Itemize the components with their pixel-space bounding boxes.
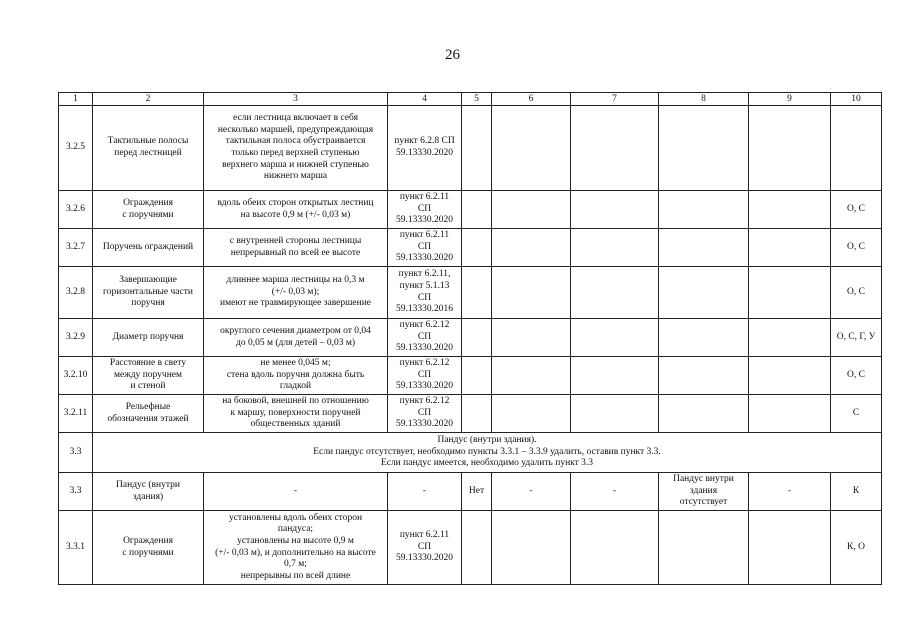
header-cell: 1 bbox=[59, 93, 93, 106]
header-cell: 5 bbox=[462, 93, 492, 106]
row-id: 3.2.9 bbox=[59, 319, 93, 357]
row-name: Поручень ограждений bbox=[93, 229, 204, 267]
row-cell-8 bbox=[659, 229, 749, 267]
row-cell-10: О, С bbox=[831, 191, 882, 229]
table-row bbox=[59, 319, 882, 357]
table-row bbox=[59, 106, 882, 191]
header-cell: 9 bbox=[749, 93, 831, 106]
row-cell-5 bbox=[462, 229, 492, 267]
requirements-table bbox=[58, 92, 882, 585]
table-row bbox=[59, 511, 882, 585]
row-cell-6 bbox=[492, 267, 571, 319]
row-name: Рельефные обозначения этажей bbox=[93, 395, 204, 433]
row-reference: пункт 6.2.11, пункт 5.1.13 СП 59.13330.2016 bbox=[388, 267, 462, 319]
row-name: Ограждения с поручнями bbox=[93, 511, 204, 585]
row-requirement: не менее 0,045 м; стена вдоль поручня должна быть гладкой bbox=[204, 357, 388, 395]
header-cell: 4 bbox=[388, 93, 462, 106]
row-cell-10: О, С bbox=[831, 229, 882, 267]
header-row bbox=[59, 93, 882, 106]
row-cell-10: К, О bbox=[831, 511, 882, 585]
row-requirement: вдоль обеих сторон открытых лестниц на высоте 0,9 м (+/- 0,03 м) bbox=[204, 191, 388, 229]
row-cell-7 bbox=[571, 395, 659, 433]
row-cell-7 bbox=[571, 191, 659, 229]
row-cell-6 bbox=[492, 511, 571, 585]
row-cell-10: С bbox=[831, 395, 882, 433]
row-requirement: длиннее марша лестницы на 0,3 м (+/- 0,03 м); имеют не травмирующее завершение bbox=[204, 267, 388, 319]
row-cell-8 bbox=[659, 319, 749, 357]
row-cell-7 bbox=[571, 229, 659, 267]
row-reference: пункт 6.2.11 СП 59.13330.2020 bbox=[388, 191, 462, 229]
row-reference: пункт 6.2.12 СП 59.13330.2020 bbox=[388, 357, 462, 395]
row-requirement: на боковой, внешней по отношению к маршу, поверхности поручней общественных зданий bbox=[204, 395, 388, 433]
row-cell-8: Пандус внутри здания отсутствует bbox=[659, 473, 749, 511]
row-cell-6 bbox=[492, 357, 571, 395]
row-id: 3.2.11 bbox=[59, 395, 93, 433]
row-name: Ограждения с поручнями bbox=[93, 191, 204, 229]
row-name: Пандус (внутри здания) bbox=[93, 473, 204, 511]
row-cell-6 bbox=[492, 106, 571, 191]
row-cell-8 bbox=[659, 106, 749, 191]
row-cell-5: Нет bbox=[462, 473, 492, 511]
row-cell-5 bbox=[462, 191, 492, 229]
row-cell-9 bbox=[749, 229, 831, 267]
row-cell-6 bbox=[492, 191, 571, 229]
table-row bbox=[59, 267, 882, 319]
row-id: 3.2.10 bbox=[59, 357, 93, 395]
row-cell-8 bbox=[659, 267, 749, 319]
table-row bbox=[59, 191, 882, 229]
header-cell: 10 bbox=[831, 93, 882, 106]
header-cell: 7 bbox=[571, 93, 659, 106]
row-cell-5 bbox=[462, 106, 492, 191]
row-cell-9 bbox=[749, 511, 831, 585]
row-cell-5 bbox=[462, 511, 492, 585]
row-cell-10: К bbox=[831, 473, 882, 511]
row-cell-6: - bbox=[492, 473, 571, 511]
section-row bbox=[59, 433, 882, 473]
header-cell: 6 bbox=[492, 93, 571, 106]
row-cell-10: О, С, Г, У bbox=[831, 319, 882, 357]
row-requirement: с внутренней стороны лестницы непрерывный по всей ее высоте bbox=[204, 229, 388, 267]
row-requirement: - bbox=[204, 473, 388, 511]
row-cell-5 bbox=[462, 319, 492, 357]
row-cell-7: - bbox=[571, 473, 659, 511]
row-cell-9 bbox=[749, 395, 831, 433]
header-cell: 2 bbox=[93, 93, 204, 106]
row-id: 3.2.6 bbox=[59, 191, 93, 229]
table-row bbox=[59, 229, 882, 267]
row-name: Диаметр поручня bbox=[93, 319, 204, 357]
row-cell-6 bbox=[492, 319, 571, 357]
row-cell-9 bbox=[749, 267, 831, 319]
section-note: Пандус (внутри здания). Если пандус отсутствует, необходимо пункты 3.3.1 – 3.3.9 удалить, оставив пункт 3.3. Если пандус имеется, необходимо удалить пункт 3.3 bbox=[93, 433, 882, 473]
row-reference: пункт 6.2.12 СП 59.13330.2020 bbox=[388, 319, 462, 357]
header-cell: 8 bbox=[659, 93, 749, 106]
row-reference: пункт 6.2.11 СП 59.13330.2020 bbox=[388, 229, 462, 267]
row-cell-9 bbox=[749, 106, 831, 191]
row-cell-5 bbox=[462, 357, 492, 395]
row-cell-10: О, С bbox=[831, 267, 882, 319]
table-row bbox=[59, 473, 882, 511]
row-cell-5 bbox=[462, 395, 492, 433]
row-cell-9: - bbox=[749, 473, 831, 511]
row-cell-10: О, С bbox=[831, 357, 882, 395]
table-row bbox=[59, 395, 882, 433]
row-cell-8 bbox=[659, 357, 749, 395]
row-cell-5 bbox=[462, 267, 492, 319]
row-id: 3.3 bbox=[59, 473, 93, 511]
page-number: 26 bbox=[445, 47, 460, 63]
row-cell-9 bbox=[749, 191, 831, 229]
row-name: Завершающие горизонтальные части поручня bbox=[93, 267, 204, 319]
row-cell-7 bbox=[571, 267, 659, 319]
row-cell-8 bbox=[659, 395, 749, 433]
row-id: 3.2.5 bbox=[59, 106, 93, 191]
row-id: 3.2.8 bbox=[59, 267, 93, 319]
table-row bbox=[59, 357, 882, 395]
row-id: 3.3.1 bbox=[59, 511, 93, 585]
row-name: Тактильные полосы перед лестницей bbox=[93, 106, 204, 191]
row-reference: пункт 6.2.12 СП 59.13330.2020 bbox=[388, 395, 462, 433]
row-cell-9 bbox=[749, 319, 831, 357]
row-cell-7 bbox=[571, 511, 659, 585]
row-cell-10 bbox=[831, 106, 882, 191]
header-cell: 3 bbox=[204, 93, 388, 106]
section-id: 3.3 bbox=[59, 433, 93, 473]
row-cell-7 bbox=[571, 357, 659, 395]
row-cell-8 bbox=[659, 511, 749, 585]
row-reference: пункт 6.2.8 СП 59.13330.2020 bbox=[388, 106, 462, 191]
row-cell-7 bbox=[571, 106, 659, 191]
row-cell-6 bbox=[492, 229, 571, 267]
row-requirement: округлого сечения диаметром от 0,04 до 0,05 м (для детей – 0,03 м) bbox=[204, 319, 388, 357]
row-requirement: установлены вдоль обеих сторон пандуса; установлены на высоте 0,9 м (+/- 0,03 м), и дополнительно на высоте 0,7 м; непрерывны по всей длине bbox=[204, 511, 388, 585]
row-cell-9 bbox=[749, 357, 831, 395]
row-requirement: если лестница включает в себя несколько маршей, предупреждающая тактильная полоса обустраивается только перед верхней ступенью верхнего марша и нижней ступенью нижнего марша bbox=[204, 106, 388, 191]
row-reference: - bbox=[388, 473, 462, 511]
row-cell-8 bbox=[659, 191, 749, 229]
row-cell-6 bbox=[492, 395, 571, 433]
row-id: 3.2.7 bbox=[59, 229, 93, 267]
row-cell-7 bbox=[571, 319, 659, 357]
row-name: Расстояние в свету между поручнем и стеной bbox=[93, 357, 204, 395]
row-reference: пункт 6.2.11 СП 59.13330.2020 bbox=[388, 511, 462, 585]
